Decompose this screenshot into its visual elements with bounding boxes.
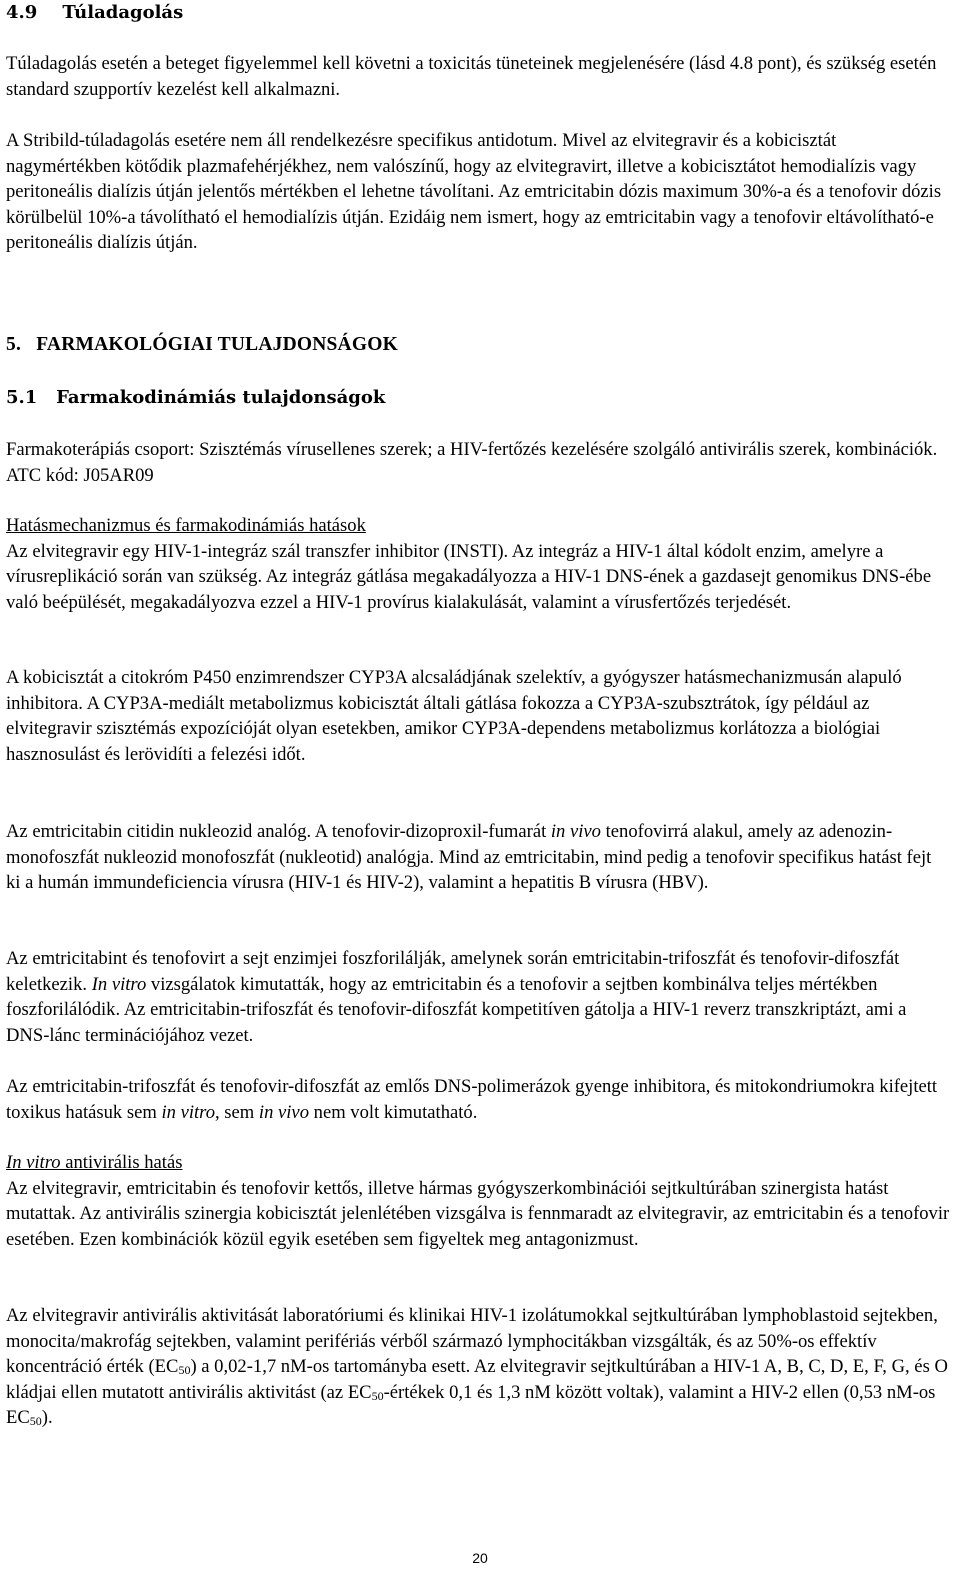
paragraph-phosphorylation: Az emtricitabint és tenofovirt a sejt enzimjei foszforilálják, amelynek során emtricitabin-trifoszfát és tenofovir-difoszfát keletkezik. In vitro vizsgálatok kimutatták, hogy az emtricitabin és a tenofovir a sejtben kombinálva teljes mértékben foszforilálódik. Az emtricitabin-trifoszfát és tenofovir-difoszfát kompetitíven gátolja a HIV-1 reverz transzkriptázt, ami a DNS-lánc terminációjához vezet.	[6, 948, 907, 1046]
paragraph-emtricitabine-tenofovir: Az emtricitabin citidin nukleozid analóg. A tenofovir-dizoproxil-fumarát in vivo tenofovirrá alakul, amely az adenozin-monofoszfát nukleozid monofoszfát (nukleotid) analógja. Mind az emtricitabin, mind pedig a tenofovir specifikus hatást fejt ki a humán immundeficiencia vírusra (HIV-1 és HIV-2), valamint a hepatitis B vírusra (HBV).	[6, 821, 932, 894]
section-title: Túladagolás	[62, 2, 184, 23]
section-4-9-heading	[6, 0, 183, 25]
paragraph-synergy: Az elvitegravir, emtricitabin és tenofovir kettős, illetve hármas gyógyszerkombinációi sejtkultúrában szinergista hatást mutattak. Az antivirális szinergia kobicisztát jelenlétében vizsgálva is fennmaradt az elvitegravir, az emtricitabin és a tenofovir esetében. Ezen kombinációk közül egyik esetében sem figyeltek meg antagonizmust.	[6, 1177, 950, 1250]
paragraph-pharmacotherapeutic-group: Farmakoterápiás csoport: Szisztémás vírusellenes szerek; a HIV-fertőzés kezelésére szolgáló antivirális szerek, kombinációk. ATC kód: J05AR09	[6, 439, 938, 486]
paragraph-overdose-antidote: A Stribild-túladagolás esetére nem áll rendelkezésre specifikus antidotum. Mivel az elvitegravir és a kobicisztát nagymértékben kötődik plazmafehérjékhez, nem valószínű, hogy az elvitegravirt, illetve a kobicisztátot hemodialízis vagy peritoneális dialízis útján jelentős mértékben el lehetne távolítani. Az emtricitabin dózis maximum 30%-a és a tenofovir dózis körülbelül 10%-a távolítható el hemodialízis útján. Ezidáig nem ismert, hogy az emtricitabin vagy a tenofovir eltávolítható-e peritoneális dialízis útján.	[6, 130, 942, 254]
mechanism-section	[6, 513, 950, 615]
mechanism-heading: Hatásmechanizmus és farmakodinámiás hatások	[6, 515, 366, 536]
section-number: 4.9	[6, 2, 38, 23]
paragraph-cobicistat-mechanism: A kobicisztát a citokróm P450 enzimrendszer CYP3A alcsaládjának szelektív, a gyógyszer hatásmechanizmusán alapuló inhibitora. A CYP3A-mediált metabolizmus kobicisztát általi gátlása fokozza a CYP3A-szubsztrátok, így például az elvitegravir szisztémás expozícióját olyan esetekben, amikor CYP3A-dependens metabolizmus korlátozza a biológiai hasznosulást és lerövidíti a felezési időt.	[6, 667, 902, 765]
page-number: 20	[472, 1550, 488, 1566]
section-number: 5.1	[6, 387, 38, 408]
antiviral-heading: In vitro antivirális hatás	[6, 1152, 183, 1173]
paragraph-overdose-monitoring: Túladagolás esetén a beteget figyelemmel kell követni a toxicitás tüneteinek megjelenésére (lásd 4.8 pont), és szükség esetén standard szupportív kezelést kell alkalmazni.	[6, 53, 937, 100]
section-5-1-heading	[6, 385, 385, 410]
paragraph-dna-polymerase: Az emtricitabin-trifoszfát és tenofovir-difoszfát az emlős DNS-polimerázok gyenge inhibitora, és mitokondriumokra kifejtett toxikus hatásuk sem in vitro, sem in vivo nem volt kimutatható.	[6, 1076, 938, 1123]
section-title: Farmakodinámiás tulajdonságok	[56, 387, 386, 408]
section-number: 5.	[6, 334, 22, 355]
section-5-heading	[6, 332, 398, 358]
antiviral-section	[6, 1150, 950, 1252]
section-title: FARMAKOLÓGIAI TULAJDONSÁGOK	[36, 334, 398, 355]
paragraph-antiviral-activity: Az elvitegravir antivirális aktivitását laboratóriumi és klinikai HIV-1 izolátumokkal sejtkultúrában lymphoblastoid sejtekben, monocita/makrofág sejtekben, valamint perifériás vérből származó lymphocitákban vizsgálták, és az 50%-os effektív koncentráció érték $(EC_{50})$ a 0,02-1,7 nM-os tartományba esett. Az elvitegravir sejtkultúrában a HIV-1 A, B, C, D, E, F, G, és O kládjai ellen mutatott antivirális aktivitást (az $EC_{50}$-értékek 0,1 és 1,3 nM között voltak), valamint a HIV-2 ellen (0,53 nM-os $EC_{50}$).	[6, 1305, 948, 1429]
paragraph-elvitegravir-mechanism: Az elvitegravir egy HIV-1-integráz szál transzfer inhibitor (INSTI). Az integráz a HIV-1 által kódolt enzim, amelyre a vírusreplikáció során van szükség. Az integráz gátlása megakadályozza a HIV-1 DNS-ének a gazdasejt genomikus DNS-ébe való beépülését, megakadályozva ezzel a HIV-1 provírus kialakulását, valamint a vírusfertőzés terjedését.	[6, 540, 932, 613]
